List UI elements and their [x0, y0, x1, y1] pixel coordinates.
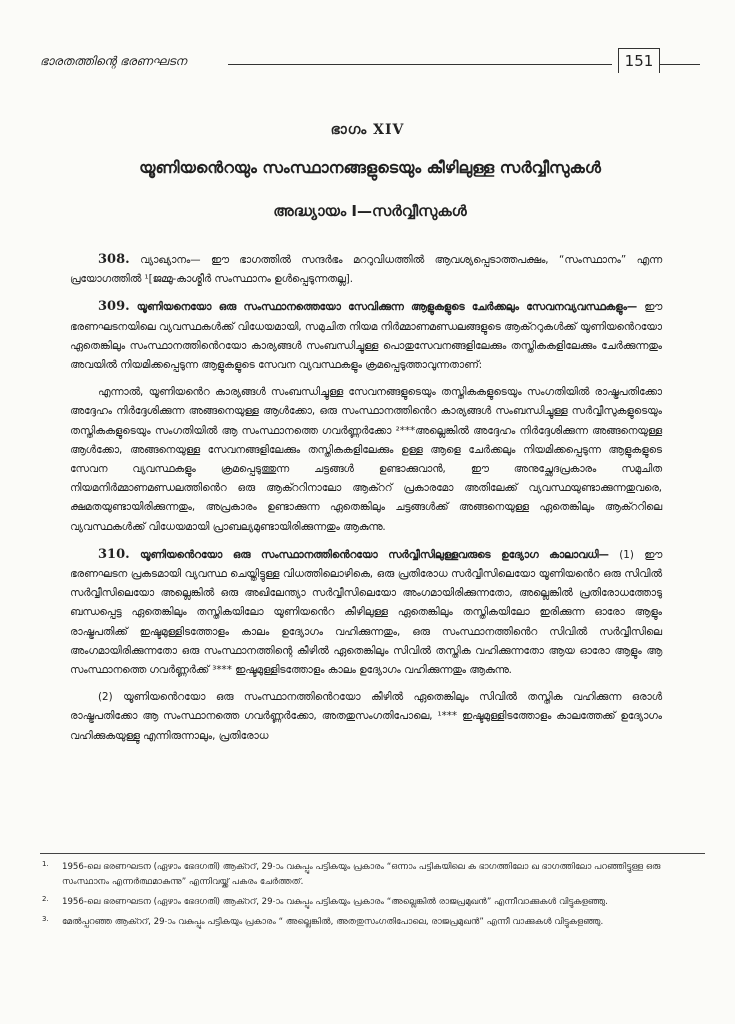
footnote-number: 1.: [42, 860, 49, 868]
section-309: [70, 297, 662, 375]
section-text: (1) ഈ ഭരണഘടന പ്രകടമായി വ്യവസ്ഥ ചെയ്തിട്ടുള്ള വിധത്തിലൊഴികെ, ഒരു പ്രതിരോധ സർവ്വീസിലെയോ യൂണിയൻെറ ഒരു സിവിൽ സർവ്വീസിലെയോ അല്ലെങ്കിൽ ഒരു അഖിലേന്ത്യാ സർവ്വീസിലെയോ അംഗമായിരിക്കുന്നതോ, അല്ലെങ്കിൽ പ്രതിരോധത്തോടു ബന്ധപ്പെട്ട ഏതെങ്കിലും തസ്തികയിലോ യൂണിയൻെറ കീഴിലുള്ള ഏതെങ്കിലും തസ്തികയിലോ ഇരിക്കുന്ന ഓരോ ആളും രാഷ്ട്രപതിക്ക് ഇഷ്ടമുള്ളിടത്തോളം കാലം ഉദ്യോഗം വഹിക്കുന്നതും, ഒരു സംസ്ഥാനത്തിൻെറ സിവിൽ സർവ്വീസിലെ അംഗമായിരിക്കുന്നതോ ഒരു സംസ്ഥാനത്തിന്റെ കീഴിൽ ഏതെങ്കിലും സിവിൽ തസ്തിക വഹിക്കുന്നതോ ആയ ഓരോ ആളും ആ സംസ്ഥാനത്തെ ഗവർണ്ണർക്ക് ³*** ഇഷ്ടമുള്ളിടത്തോളം കാലം ഉദ്യോഗം വഹിക്കുന്നതും ആകുന്നു.: [70, 548, 662, 677]
running-header: [40, 52, 700, 74]
footnote-text: മേൽപ്പറഞ്ഞ ആക്ററ്, 29-ാം വകുപ്പും പട്ടികയും പ്രകാരം “ അല്ലെങ്കിൽ, അതതുസംഗതിപോലെ, രാജപ്രമുഖൻ” എന്നീ വാക്കുകൾ വിട്ടുകളഞ്ഞു.: [62, 917, 604, 927]
footnote-rule: [40, 853, 705, 854]
part-title: യൂണിയൻെറയും സംസ്ഥാനങ്ങളുടെയും കീഴിലുള്ള സർവ്വീസുകൾ: [139, 158, 601, 177]
page-number: 151: [618, 48, 660, 73]
section-number: 308.: [98, 252, 130, 267]
section-text: ഈ ഭാഗത്തിൽ സന്ദർഭം മററുവിധത്തിൽ ആവശ്യപ്പെടാത്തപക്ഷം, “സംസ്ഥാനം” എന്ന പ്രയോഗത്തിൽ ¹[ജമ്മു-കാശ്മീർ സംസ്ഥാനം ഉൾപ്പെടുന്നതല്ല].: [70, 254, 662, 286]
section-number: 309.: [98, 299, 130, 315]
section-309-proviso: എന്നാൽ, യൂണിയൻെറ കാര്യങ്ങൾ സംബന്ധിച്ചുള്ള സേവനങ്ങളുടെയും തസ്തികകളുടെയും സംഗതിയിൽ രാഷ്ട്രപതിക്കോ അദ്ദേഹം നിർദ്ദേശിക്കുന്ന അങ്ങനെയുള്ള ആൾക്കോ, ഒരു സംസ്ഥാനത്തിൻെറ കാര്യങ്ങൾ സംബന്ധിച്ചുള്ള സർവ്വീസുകളുടെയും തസ്തികകളുടെയും സംഗതിയിൽ ആ സംസ്ഥാനത്തെ ഗവർണ്ണർക്കോ ²***അല്ലെങ്കിൽ അദ്ദേഹം നിർദ്ദേശിക്കുന്ന അങ്ങനെയുള്ള ആൾക്കോ, അങ്ങനെയുള്ള സേവനങ്ങളിലേക്കും തസ്തികകളിലേക്കും ഉള്ള ആളെ ചേർക്കലും നിയമിക്കപ്പെടുന്ന ആളുകളുടെ സേവന വ്യവസ്ഥകളും ക്രമപ്പെടുത്തുന്ന ചട്ടങ്ങൾ ഉണ്ടാക്കുവാൻ, ഈ അനുച്ഛേദപ്രകാരം സമുചിത നിയമനിർമ്മാണമണ്ഡലത്തിൻെറ ഒരു ആക്ററിനാലോ ആക്ററ് പ്രകാരമോ അതിലേക്ക് വ്യവസ്ഥയുണ്ടാക്കുന്നതുവരെ, ക്ഷമതയുണ്ടായിരിക്കുന്നതും, അപ്രകാരം ഉണ്ടാക്കുന്ന ഏതെങ്കിലും ചട്ടങ്ങൾക്ക് അങ്ങനെയുള്ള ഏതെങ്കിലും ആക്ററിലെ വ്യവസ്ഥകൾക്ക് വിധേയമായി പ്രാബല്യമുണ്ടായിരിക്കുന്നതും ആകുന്നു.: [70, 386, 662, 533]
section-heading: യൂണിയൻെറയോ ഒരു സംസ്ഥാനത്തിൻെറയോ സർവ്വീസിലുള്ളവരുടെ ഉദ്യോഗ കാലാവധി—: [140, 548, 609, 561]
footnote-text: 1956-ലെ ഭരണഘടന (ഏഴാം ഭേദഗതി) ആക്ററ്, 29-ാം വകുപ്പും പട്ടികയും പ്രകാരം “ഒന്നാം പട്ടികയിലെ ക ഭാഗത്തിലോ ഖ ഭാഗത്തിലോ പറഞ്ഞിട്ടുള്ള ഒരു സംസ്ഥാനം എന്നർത്ഥമാകുന്നു” എന്നിവയ്ക്ക് പകരം ചേർത്തത്.: [62, 862, 661, 887]
footnote: [42, 915, 667, 930]
header-rule-right: [660, 64, 700, 65]
footnote-number: 2.: [42, 895, 49, 903]
section-number: 310.: [98, 546, 130, 562]
footnote-text: 1956-ലെ ഭരണഘടന (ഏഴാം ഭേദഗതി) ആക്ററ്, 29-ാം വകുപ്പും പട്ടികയും പ്രകാരം “അല്ലെങ്കിൽ രാജപ്രമുഖൻ” എന്നീവാക്കുകൾ വിട്ടുകളഞ്ഞു.: [62, 897, 608, 907]
footnote-number: 3.: [42, 915, 49, 923]
running-title: ഭാരതത്തിന്റെ ഭരണഘടന: [40, 54, 187, 68]
footnotes: [42, 860, 667, 935]
section-308: [70, 250, 662, 289]
section-heading: വ്യാഖ്യാനം—: [140, 254, 201, 266]
chapter-heading: അദ്ധ്യായം I—സർവ്വീസുകൾ: [273, 202, 467, 220]
header-rule: [228, 64, 612, 65]
part-number: ഭാഗം XIV: [330, 122, 405, 138]
section-heading: യൂണിയനെയോ ഒരു സംസ്ഥാനത്തെയോ സേവിക്കുന്ന ആളുകളുടെ ചേർക്കലും സേവനവ്യവസ്ഥകളും—: [136, 301, 638, 314]
section-text: ഈ ഭരണഘടനയിലെ വ്യവസ്ഥകൾക്ക് വിധേയമായി, സമുചിത നിയമ നിർമ്മാണമണ്ഡലങ്ങളുടെ ആക്ററുകൾക്ക് യൂണിയൻെറയോ ഏതെങ്കിലും സംസ്ഥാനത്തിൻെറയോ കാര്യങ്ങൾ സംബന്ധിച്ചുള്ള പൊതുസേവനങ്ങളിലേക്കും തസ്തികകളിലേക്കും ചേർക്കുന്നതും അവയിൽ നിയമിക്കപ്പെടുന്ന ആളുകളുടെ സേവന വ്യവസ്ഥകളും ക്രമപ്പെടുത്താവുന്നതാണ്:: [70, 301, 663, 372]
section-310: [70, 545, 662, 680]
body-text: [70, 250, 662, 754]
section-310-clause-2: (2) യൂണിയൻെറയോ ഒരു സംസ്ഥാനത്തിൻെറയോ കീഴിൽ ഏതെങ്കിലും സിവിൽ തസ്തിക വഹിക്കുന്ന ഒരാൾ രാഷ്ട്രപതിക്കോ ആ സംസ്ഥാനത്തെ ഗവർണ്ണർക്കോ, അതതുസംഗതിപോലെ, ¹*** ഇഷ്ടമുള്ളിടത്തോളം കാലത്തേക്ക് ഉദ്യോഗം വഹിക്കുകയുള്ളു എന്നിരുന്നാലും, പ്രതിരോധ: [70, 691, 662, 742]
footnote: [42, 895, 667, 910]
footnote: [42, 860, 667, 890]
